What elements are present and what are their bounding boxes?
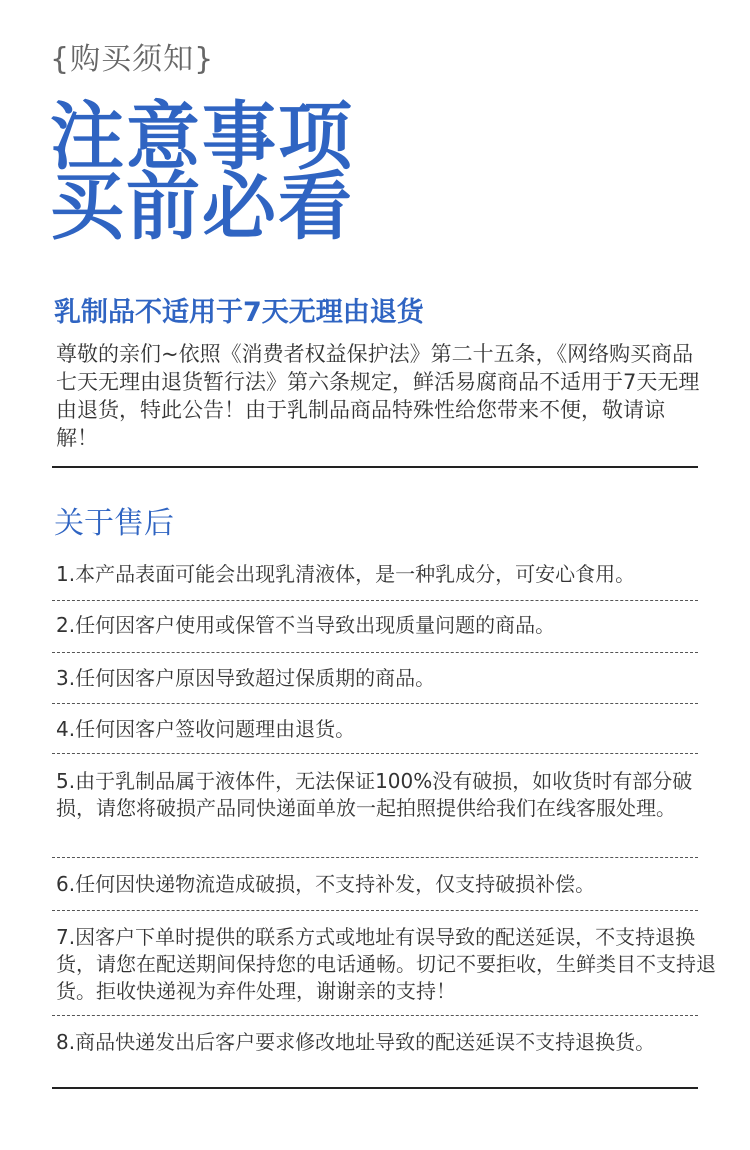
after-sales-item-4: 4.任何因客户签收问题理由退货。 <box>56 717 356 741</box>
after-sales-item-7: 7.因客户下单时提供的联系方式或地址有误导致的配送延误，不支持退换货，请您在配送期间保持您的电话通畅。切记不要拒收，生鲜类目不支持退货。拒收快递视为弃件处理，谢谢亲的支持！ <box>56 925 716 1003</box>
item-divider <box>52 857 698 858</box>
after-sales-item-2: 2.任何因客户使用或保管不当导致出现质量问题的商品。 <box>56 613 556 637</box>
after-sales-item-8: 8.商品快递发出后客户要求修改地址导致的配送延误不支持退换货。 <box>56 1030 656 1054</box>
item-divider <box>52 753 698 754</box>
section-divider <box>52 466 698 468</box>
after-sales-title: 关于售后 <box>54 506 174 541</box>
item-divider <box>52 910 698 911</box>
headline-line-2: 买前必看 <box>50 164 354 250</box>
page-tag: {购买须知} <box>50 42 215 77</box>
notice-title: 乳制品不适用于7天无理由退货 <box>54 297 424 328</box>
after-sales-item-5: 5.由于乳制品属于液体件，无法保证100%没有破损，如收货时有部分破损，请您将破损产品同快递面单放一起拍照提供给我们在线客服处理。 <box>56 769 693 820</box>
item-divider <box>52 652 698 653</box>
item-divider <box>52 1015 698 1016</box>
item-divider <box>52 600 698 601</box>
item-divider <box>52 703 698 704</box>
notice-body: 尊敬的亲们~依照《消费者权益保护法》第二十五条，《网络购买商品七天无理由退货暂行法》第六条规定，鲜活易腐商品不适用于7天无理由退货，特此公告！由于乳制品商品特殊性给您带来不便，敬请谅解！ <box>56 342 700 450</box>
after-sales-item-6: 6.任何因快递物流造成破损，不支持补发，仅支持破损补偿。 <box>56 872 596 896</box>
bottom-divider <box>52 1087 698 1089</box>
after-sales-item-3: 3.任何因客户原因导致超过保质期的商品。 <box>56 666 436 690</box>
headline-line-1: 注意事项 <box>50 94 354 180</box>
after-sales-item-1: 1.本产品表面可能会出现乳清液体，是一种乳成分，可安心食用。 <box>56 562 636 586</box>
